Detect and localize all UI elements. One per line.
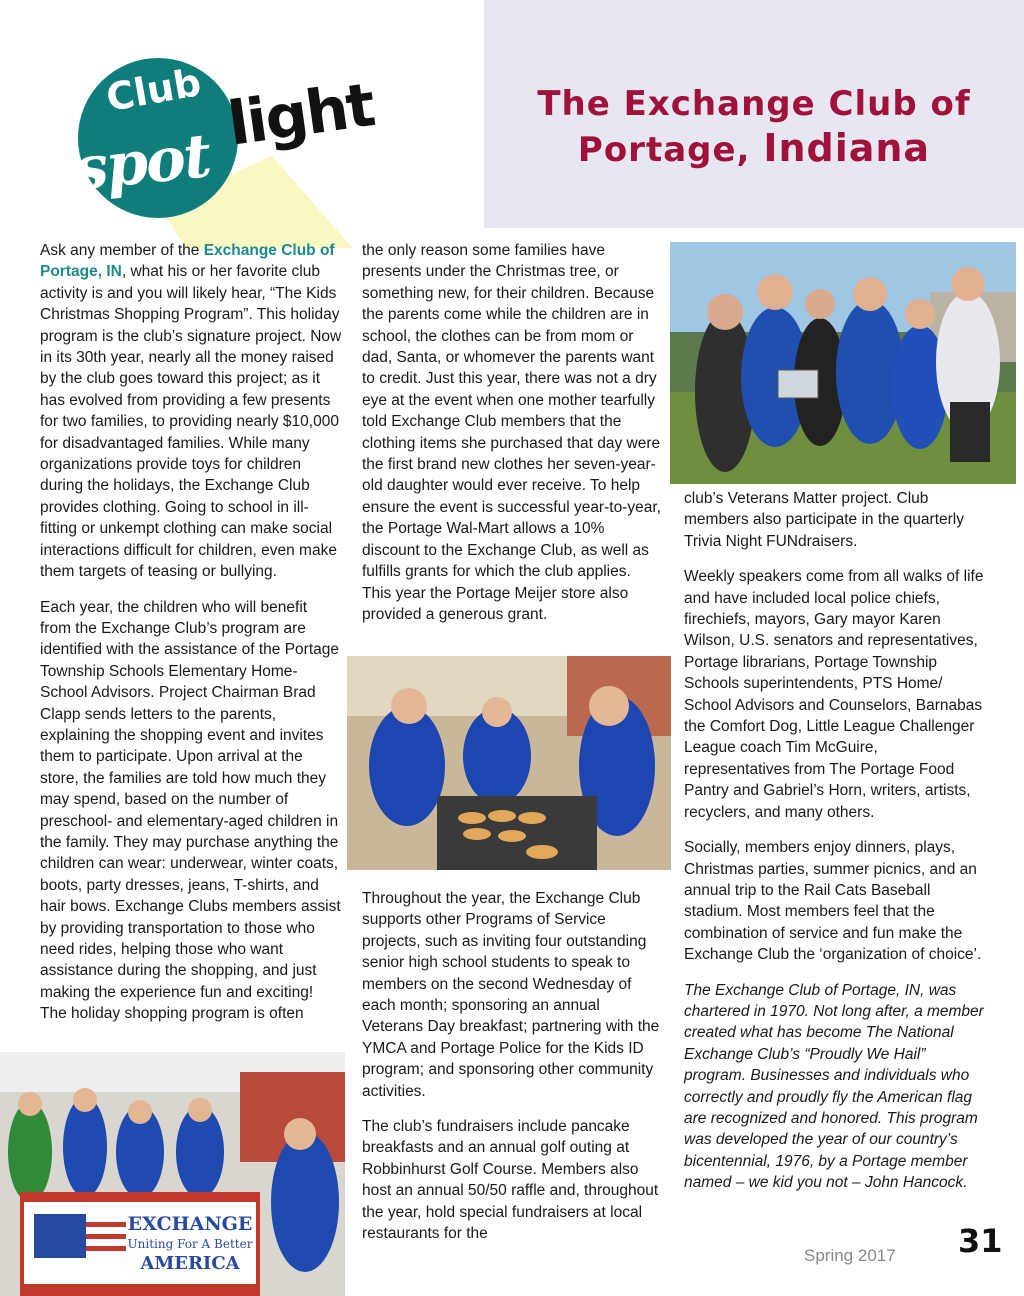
exchange-club-highlight: Exchange Club of Portage, IN <box>40 242 335 281</box>
article-title <box>484 82 1024 172</box>
logo-spot-text: spot <box>70 121 213 205</box>
club-spotlight-logo <box>40 38 400 248</box>
column-1 <box>40 240 342 1039</box>
banner-america-text: AMERICA <box>140 1253 240 1274</box>
banner-exchange-text: EXCHANGE <box>127 1213 253 1235</box>
logo-light-text: light <box>223 70 378 160</box>
title-line-2 <box>484 126 1024 172</box>
col3-paragraph-4: The Exchange Club of Portage, IN, was chartered in 1970. Not long after, a member created what has become The National Exchange Club’s “Proudly We Hail” program. Businesses and individuals who correctly and proudly fly the American flag are recognized and honored. This program was developed the year of our country’s bicentennial, 1976, by a Portage member named – we kid you not – John Hancock. <box>684 981 984 1192</box>
col3-paragraph-2: Weekly speakers come from all walks of life and have included local police chiefs, firechiefs, mayors, Gary mayor Karen Wilson, U.S. senators and representatives, Portage librarians, Portage Township Schools superintendents, PTS Home/ School Advisors and Counselors, Barnabas the Comfort Dog, Little League Challenger League coach Tim McGuire, representatives from The Portage Food Pantry and Gabriel’s Horn, writers, artists, recyclers, and many others. <box>684 568 984 821</box>
column-2-bottom <box>362 888 662 1259</box>
logo-club-text: Club <box>102 60 205 120</box>
page-number: 31 <box>958 1222 1003 1260</box>
issue-date: Spring 2017 <box>804 1246 896 1265</box>
col3-paragraph-1: club’s Veterans Matter project. Club members also participate in the quarterly Trivia Night FUNdraisers. <box>684 490 964 550</box>
title-state: Indiana <box>763 126 931 170</box>
col1-paragraph-1 <box>40 240 342 583</box>
col1-p1-lead: Ask any member of the <box>40 242 204 259</box>
photo-pancake-breakfast <box>347 656 671 870</box>
col1-p1-body: , what his or her favorite club activity is and you will likely hear, “The Kids Christmas Shopping Program”. This holiday program is the club’s signature project. Now in its 30th year, nearly all the money raised by the club goes toward this project; as it has evolved from providing a few presents for two families, to providing nearly $10,000 for disadvantaged families. While many organizations provide toys for children during the holidays, the Exchange Club provides clothing. Going to school in ill-fitting or unkempt clothing can make social interactions difficult for children, even make them targets of teasing or bullying. <box>40 263 342 581</box>
col3-paragraph-3: Socially, members enjoy dinners, plays, Christmas parties, summer picnics, and an annual trip to the Rail Cats Baseball stadium. Most members feel that the combination of service and fun make the Exchange Club the ‘organization of choice’. <box>684 839 982 964</box>
title-line-1: The Exchange Club of <box>537 84 971 124</box>
col2-paragraph-1: the only reason some families have presents under the Christmas tree, or something new, for their children. Because the parents come while the children are in school, the clothes can be from mom or dad, Santa, or whomever the parents want to credit. Just this year, there was not a dry eye at the event when one mother tearfully told Exchange Club members that the clothing items she purchased that day were the first brand new clothes her seven-year-old daughter would ever receive. To help ensure the event is successful year-to-year, the Portage Wal-Mart allows a 10% discount to the Exchange Club, as well as fulfills grants for which the club applies. This year the Portage Meijer store also provided a generous grant. <box>362 242 661 623</box>
col1-paragraph-2: Each year, the children who will benefit from the Exchange Club’s program are identified with the assistance of the Portage Township Schools Elementary Home-School Advisors. Project Chairman Brad Clapp sends letters to the parents, explaining the shopping event and invites them to participate. Upon arrival at the store, the families are told how much they may spend, based on the number of preschool- and elementary-aged children in the family. They may purchase anything the children can wear: underwear, winter coats, boots, party dresses, jeans, T-shirts, and hair bows. Exchange Clubs members assist by providing transportation to those who need rides, helping those who want assistance during the shopping, and just making the experience fun and exciting! The holiday shopping program is often <box>40 598 341 1023</box>
column-2-top <box>362 240 662 639</box>
title-place: Portage, <box>577 130 764 170</box>
banner-uniting-text: Uniting For A Better <box>127 1237 253 1251</box>
col2-paragraph-3: The club’s fundraisers include pancake breakfasts and an annual golf outing at Robbinhurst Golf Course. Members also host an annual 50/50 raffle and, throughout the year, hold special fundraisers at local restaurants for the <box>362 1118 659 1243</box>
column-3 <box>684 488 984 1208</box>
col2-paragraph-2: Throughout the year, the Exchange Club supports other Programs of Service projects, such as inviting four outstanding senior high school students to speak to members on the second Wednesday of each month; sponsoring an annual Veterans Day breakfast; partnering with the YMCA and Portage Police for the Kids ID program; and sponsoring other community activities. <box>362 890 660 1100</box>
photo-shopping-event <box>0 1052 345 1296</box>
photo-group-outdoors <box>670 242 1016 484</box>
